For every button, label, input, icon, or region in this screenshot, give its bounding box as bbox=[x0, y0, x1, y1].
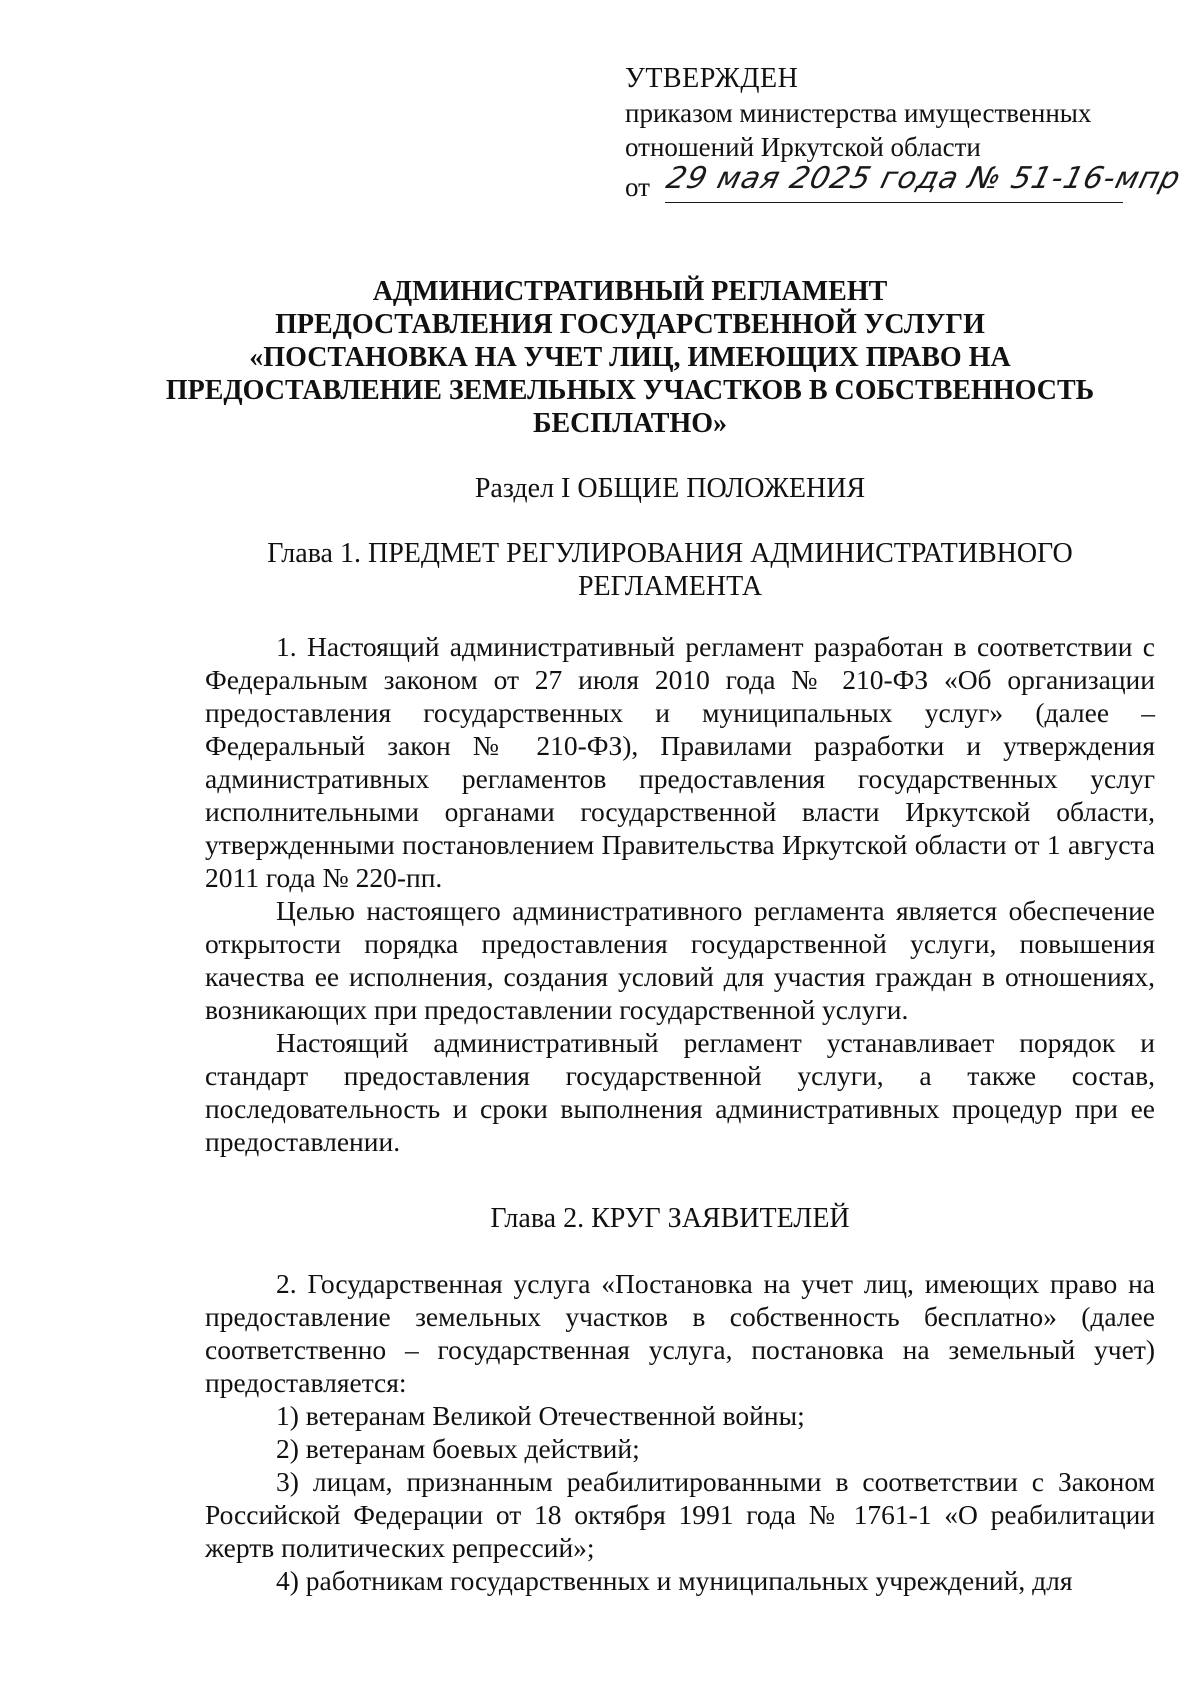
approval-handwritten-date: 29 мая 2025 года № 51-16-мпр bbox=[662, 161, 1185, 196]
approval-date-underline bbox=[665, 202, 1123, 203]
title-line-4: ПРЕДОСТАВЛЕНИЕ ЗЕМЕЛЬНЫХ УЧАСТКОВ В СОБСТВЕННОСТЬ bbox=[165, 375, 1095, 406]
paragraph: 1. Настоящий административный регламент разработан в соответствии с Федеральным законом от 27 июля 2010 года № 210-ФЗ «Об организации предоставления государственных и муниципальных услуг» (далее – Федеральный закон № 210-ФЗ), Правилами разработки и утверждения административных регламентов предоставления государственных услуг исполнительными органами государственной власти Иркутской области, утвержденными постановлением Правительства Иркутской области от 1 августа 2011 года № 220-пп. bbox=[205, 631, 1155, 893]
chapter-2-heading-text: Глава 2. КРУГ ЗАЯВИТЕЛЕЙ bbox=[490, 1203, 850, 1234]
chapter-1-heading-line-1: Глава 1. ПРЕДМЕТ РЕГУЛИРОВАНИЯ АДМИНИСТРАТИВНОГО bbox=[267, 538, 1073, 569]
section-heading-text: Раздел I ОБЩИЕ ПОЛОЖЕНИЯ bbox=[474, 473, 866, 504]
list-item: 2) ветеранам боевых действий; bbox=[276, 1433, 640, 1464]
paragraph: Целью настоящего административного регламента является обеспечение открытости порядка предоставления государственной услуги, повышения качества ее исполнения, создания условий для участия граждан в отношениях, возникающих при предоставлении государственной услуги. bbox=[205, 895, 1155, 1025]
chapter-2-heading bbox=[170, 1202, 1170, 1235]
section-heading bbox=[170, 472, 1170, 505]
chapter-1-heading bbox=[170, 537, 1170, 603]
approval-date-prefix: от bbox=[625, 172, 650, 202]
chapter-1-heading-line-2: РЕГЛАМЕНТА bbox=[577, 571, 763, 602]
approval-line-1: приказом министерства имущественных bbox=[625, 98, 1092, 128]
chapter-1-body bbox=[205, 630, 1155, 1158]
title-line-3: «ПОСТАНОВКА НА УЧЕТ ЛИЦ, ИМЕЮЩИХ ПРАВО НА bbox=[249, 342, 1011, 373]
paragraph: Настоящий административный регламент устанавливает порядок и стандарт предоставления государственной услуги, а также состав, последовательность и сроки выполнения административных процедур при ее предоставлении. bbox=[205, 1027, 1155, 1157]
title-line-2: ПРЕДОСТАВЛЕНИЯ ГОСУДАРСТВЕННОЙ УСЛУГИ bbox=[275, 309, 985, 340]
document-title bbox=[100, 275, 1160, 440]
list-item: 3) лицам, признанным реабилитированными в соответствии с Законом Российской Федерации от 18 октября 1991 года № 1761-1 «О реабилитации жертв политических репрессий»; bbox=[205, 1466, 1155, 1563]
approval-title: УТВЕРЖДЕН bbox=[625, 63, 799, 94]
title-line-5: БЕСПЛАТНО» bbox=[532, 408, 728, 439]
list-item: 1) ветеранам Великой Отечественной войны; bbox=[276, 1400, 805, 1431]
title-line-1: АДМИНИСТРАТИВНЫЙ РЕГЛАМЕНТ bbox=[372, 276, 888, 307]
approval-date-line bbox=[625, 161, 1185, 210]
approval-line-2: отношений Иркутской области bbox=[625, 132, 981, 162]
chapter-2-body bbox=[205, 1267, 1155, 1597]
approval-stamp bbox=[625, 62, 1185, 210]
list-item: 4) работникам государственных и муниципальных учреждений, для bbox=[276, 1565, 1073, 1596]
paragraph: 2. Государственная услуга «Постановка на учет лиц, имеющих право на предоставление земельных участков в собственность бесплатно» (далее соответственно – государственная услуга, постановка на земельный учет) предоставляется: bbox=[205, 1268, 1155, 1398]
